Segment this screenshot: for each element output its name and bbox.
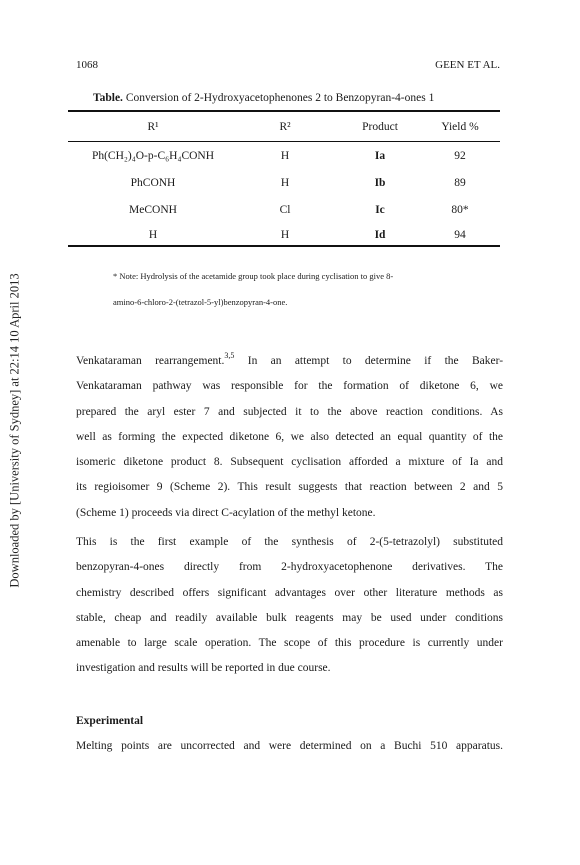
table-footnote-line: * Note: Hydrolysis of the acetamide group took place during cyclisation to give 8- [113,271,394,281]
table-header-product: Product [362,121,398,133]
table-cell-r1: Ph(CH₂)₄O-p-C₆H₄CONH [91,150,215,162]
table-cell-yield: 80* [451,204,469,216]
table-cell-yield: 92 [454,150,466,162]
table-footnote-line: amino-6-chloro-2-(tetrazol-5-yl)benzopyran-4-one. [113,297,288,307]
paragraph-line: its regioisomer 9 (Scheme 2). This result suggests that reaction between 2 and 5 [76,481,503,494]
paragraph-text: Venkataraman rearrangement. [76,355,225,367]
table-header-yield: Yield % [441,121,479,133]
paragraph-line: amenable to large scale operation. The scope of this procedure is currently under [76,637,503,650]
table-cell-yield: 89 [454,177,466,189]
paragraph-text: In an attempt to determine if the Baker- [247,355,504,367]
table-cell-r1: MeCONH [129,204,177,216]
paragraph-line: This is the first example of the synthesis of 2-(5-tetrazolyl) substituted [76,536,503,548]
download-watermark [2,240,28,620]
table-cell-product: Ia [374,150,386,162]
paragraph-2 [76,530,503,682]
table-cell-r1: PhCONH [130,177,176,189]
table-header-r2: R² [279,121,291,133]
paragraph-line: benzopyran-4-ones directly from 2-hydroxyacetophenone derivatives. The [76,561,503,574]
paragraph-line: Melting points are uncorrected and were determined on a Buchi 510 apparatus. [76,740,503,753]
table-caption [93,92,434,104]
experimental-section [76,709,503,760]
table-caption-text: Conversion of 2-Hydroxyacetophenones 2 to Benzopyran-4-ones 1 [125,92,435,104]
download-watermark-text: Downloaded by [University of Sydney] at 22:14 10 April 2013 [7,272,22,588]
page-number: 1068 [76,59,98,71]
reference-superscript: 3,5 [224,351,235,360]
running-authors: GEEN ET AL. [435,59,500,71]
table-cell-r2: H [280,229,290,241]
paragraph-line: Venkataraman pathway was responsible for the formation of diketone 6, we [76,380,503,393]
table-top-rule [68,110,500,112]
paragraph-line [76,349,503,374]
paragraph-1 [76,349,503,526]
table-cell-product: Id [374,229,386,241]
paragraph-line: isomeric diketone product 8. Subsequent cyclisation afforded a mixture of Ia and [76,456,503,469]
paragraph-line: stable, cheap and readily available bulk reagents may be used under conditions [76,611,503,624]
table-cell-r1: H [148,229,158,241]
table-cell-yield: 94 [454,229,466,241]
table-cell-r2: H [280,177,290,189]
section-heading: Experimental [76,715,144,727]
paragraph-line: investigation and results will be reported in due course. [76,662,331,675]
paragraph-line: prepared the aryl ester 7 and subjected it to the above reaction conditions. As [76,405,503,418]
running-header [76,59,500,71]
table-footnote [113,263,503,315]
paragraph-line: well as forming the expected diketone 6, we also detected an equal quantity of the [76,430,503,443]
paragraph-line: chemistry described offers significant advantages over other literature methods as [76,586,503,599]
table-cell-product: Ib [374,177,386,189]
table-header-r1: R¹ [147,121,159,133]
table-header-rule [68,141,500,142]
table-cell-r2: H [280,150,290,162]
table-bottom-rule [68,245,500,247]
table-cell-r2: Cl [279,204,291,216]
paragraph-line: (Scheme 1) proceeds via direct C-acylation of the methyl ketone. [76,506,376,519]
table-cell-product: Ic [375,204,385,216]
table-caption-label: Table. [93,92,123,104]
